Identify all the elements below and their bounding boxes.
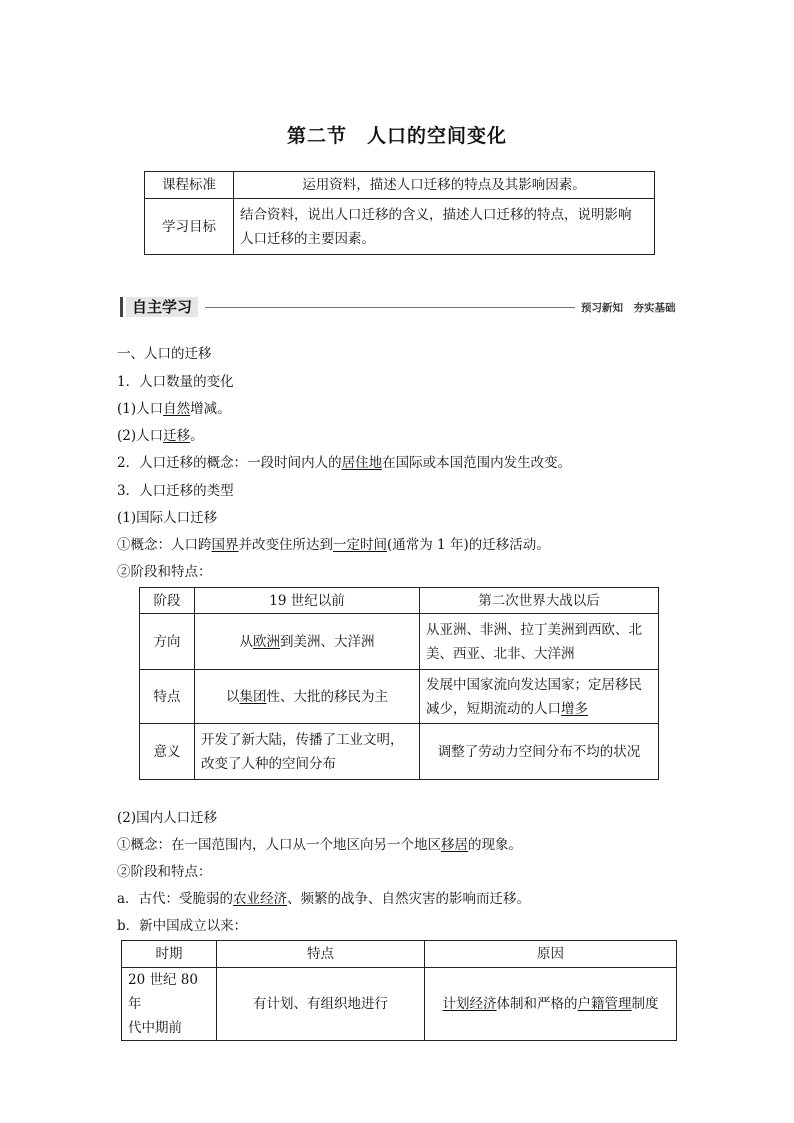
- page-title: 第二节 人口的空间变化: [286, 125, 507, 147]
- underlined-text: 农业经济: [233, 891, 288, 907]
- row-label-direction: 方向: [140, 614, 195, 670]
- line-3: [117, 424, 204, 444]
- line-12: [117, 887, 530, 907]
- standard-label: 课程标准: [145, 172, 234, 199]
- text: ①概念：人口跨: [117, 537, 212, 553]
- text: ①概念：在一国范围内，人口从一个地区向另一个地区: [117, 837, 441, 853]
- underlined-text: 迁移: [163, 428, 191, 444]
- text: 。: [190, 428, 204, 444]
- objective-line-1: 结合资料，说出人口迁移的含义，描述人口迁移的特点，说明影响: [240, 206, 632, 223]
- line-9: (2)国内人口迁移: [117, 810, 218, 826]
- text: 20 世纪 80 年: [128, 972, 198, 1012]
- text: 以: [226, 688, 240, 705]
- domestic-migration-table: [121, 940, 677, 1041]
- underlined-text: 集团: [239, 688, 267, 705]
- objective-text: [234, 199, 655, 255]
- line-4: [117, 451, 571, 471]
- text: 制度: [631, 996, 659, 1012]
- cell-feature-early: [195, 670, 420, 724]
- section-banner-bar: [120, 297, 123, 317]
- cell-direction-modern: [420, 614, 659, 670]
- line-6: (1)国际人口迁移: [117, 510, 218, 526]
- line-7: [117, 533, 550, 553]
- text: 从: [239, 633, 253, 650]
- text: 的现象。: [468, 837, 522, 853]
- header-stage: 阶段: [140, 588, 195, 614]
- objective-label: 学习目标: [145, 199, 234, 255]
- text: 减少，短期流动的人口: [426, 700, 561, 717]
- text: 发展中国家流向发达国家；定居移民: [426, 676, 642, 693]
- text: (通常为 1 年)的迁移活动。: [387, 537, 550, 553]
- underlined-text: 欧洲: [253, 633, 280, 650]
- text: 2．人口迁移的概念：一段时间内人的: [117, 455, 342, 471]
- text: 美、西亚、北非、大洋洲: [426, 645, 575, 662]
- underlined-text: 国界: [211, 537, 239, 553]
- header-before-19c: 19 世纪以前: [195, 588, 420, 614]
- text: (1)人口: [117, 401, 164, 417]
- cell-feature: 有计划、有组织地进行: [217, 968, 425, 1041]
- cell-feature-modern: [420, 670, 659, 724]
- section-banner-tag: 自主学习: [126, 297, 198, 317]
- row-label-feature: 特点: [140, 670, 195, 724]
- section-banner-subtitle: 预习新知 夯实基础: [581, 302, 676, 314]
- text: 到美洲、大洋洲: [280, 633, 375, 650]
- line-5: 3．人口迁移的类型: [117, 483, 234, 499]
- curriculum-table: [144, 171, 655, 255]
- underlined-text: 居住地: [341, 455, 383, 471]
- text-line: [426, 697, 652, 721]
- header-period: 时期: [122, 941, 217, 968]
- text: 性、大批的移民为主: [266, 688, 388, 705]
- text: 改变了人种的空间分布: [201, 755, 336, 772]
- cell-reason: [425, 968, 677, 1041]
- underlined-text: 移居: [441, 837, 468, 853]
- underlined-text: 计划经济: [442, 996, 497, 1012]
- section-banner-line: [205, 307, 575, 308]
- text: 从亚洲、非洲、拉丁美洲到西欧、北: [426, 621, 642, 638]
- international-migration-table: [139, 587, 659, 780]
- standard-text: 运用资料，描述人口迁移的特点及其影响因素。: [234, 172, 655, 199]
- line-1: 1．人口数量的变化: [117, 374, 234, 390]
- text: (2)人口: [117, 428, 164, 444]
- text: 增减。: [190, 401, 231, 417]
- cell-significance-modern: 调整了劳动力空间分布不均的状况: [420, 724, 659, 780]
- line-8: ②阶段和特点：: [117, 564, 212, 580]
- underlined-text: 一定时间: [333, 537, 387, 553]
- line-13: b．新中国成立以来：: [117, 918, 248, 934]
- text: 开发了新大陆，传播了工业文明，: [201, 731, 404, 748]
- objective-line-2: 人口迁移的主要因素。: [240, 230, 375, 247]
- line-10: [117, 833, 522, 853]
- underlined-text: 自然: [163, 401, 191, 417]
- text: 并改变住所达到: [238, 537, 333, 553]
- cell-period: [122, 968, 217, 1041]
- line-2: [117, 397, 231, 417]
- header-reason: 原因: [425, 941, 677, 968]
- text: 、频繁的战争、自然灾害的影响而迁移。: [287, 891, 531, 907]
- text: 体制和严格的: [496, 996, 578, 1012]
- text: 在国际或本国范围内发生改变。: [382, 455, 572, 471]
- cell-direction-early: [195, 614, 420, 670]
- underlined-text: 户籍管理: [577, 996, 632, 1012]
- cell-significance-early: [195, 724, 420, 780]
- line-11: ②阶段和特点：: [117, 864, 212, 880]
- heading-migration: 一、人口的迁移: [117, 346, 212, 362]
- underlined-text: 增多: [561, 700, 588, 717]
- text: a．古代：受脆弱的: [117, 891, 234, 907]
- header-after-ww2: 第二次世界大战以后: [420, 588, 659, 614]
- header-feature: 特点: [217, 941, 425, 968]
- row-label-significance: 意义: [140, 724, 195, 780]
- text: 代中期前: [128, 1020, 182, 1036]
